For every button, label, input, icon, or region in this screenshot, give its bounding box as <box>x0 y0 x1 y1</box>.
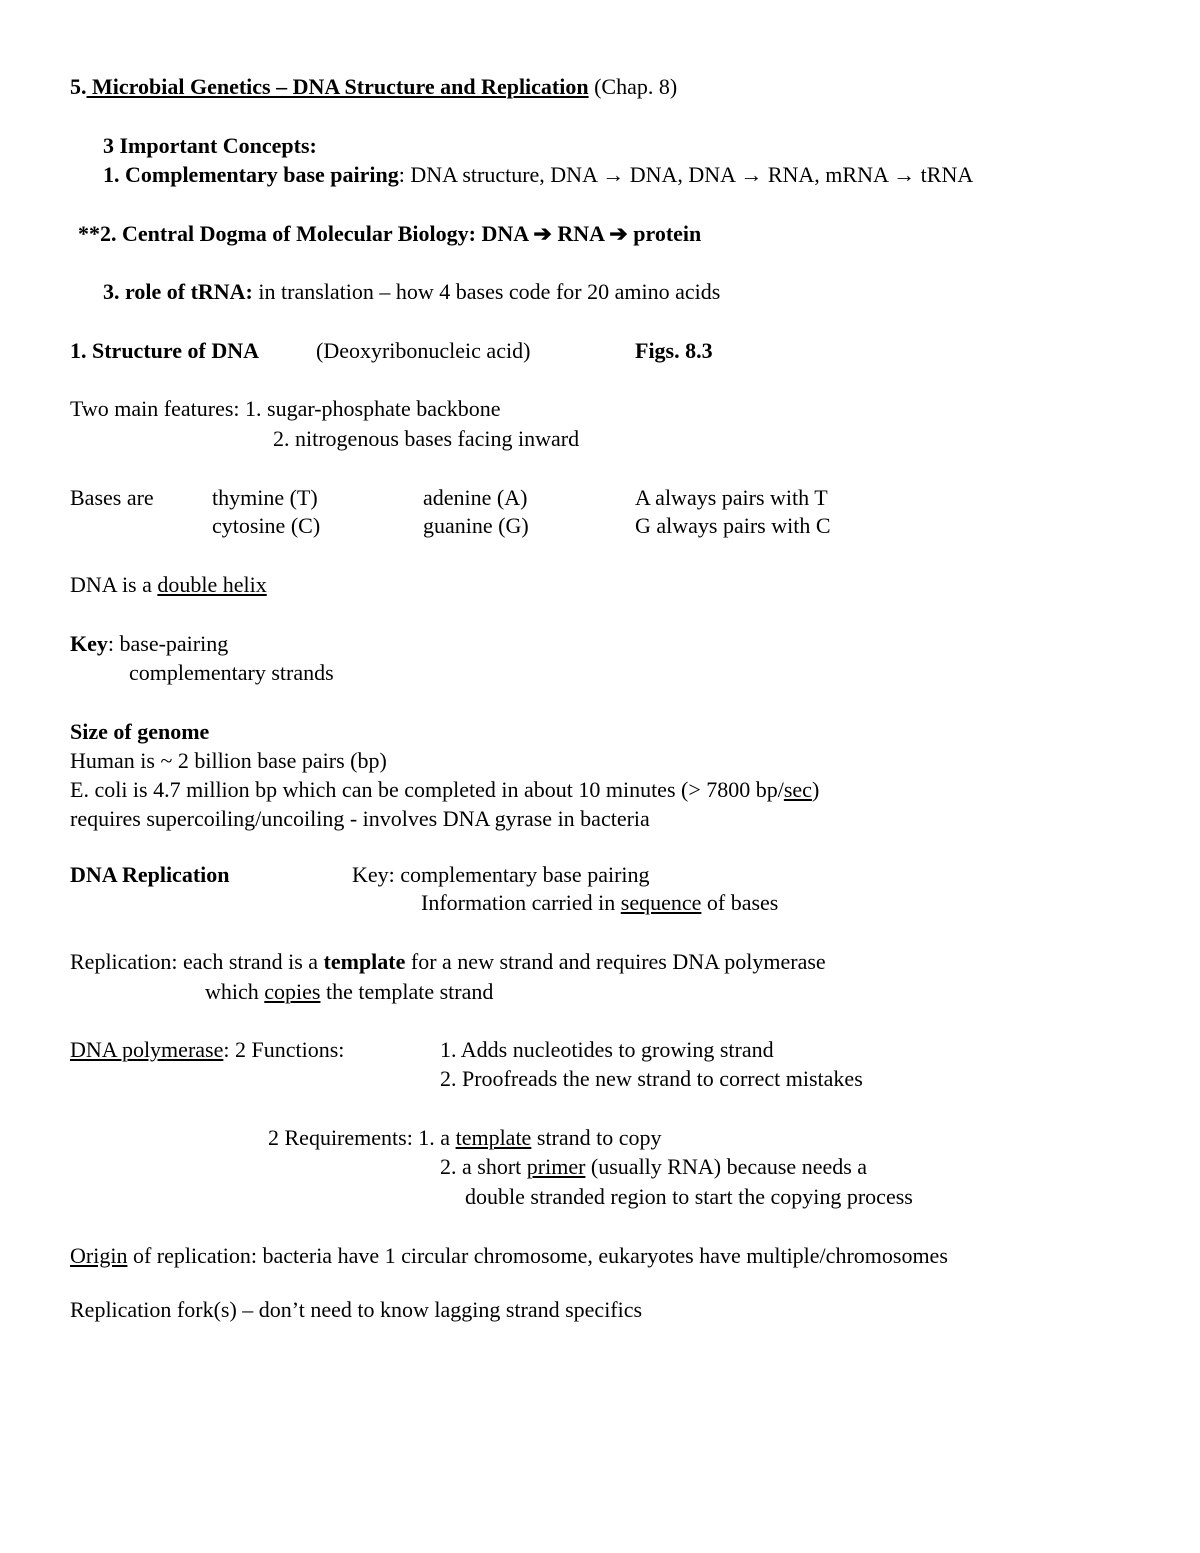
structure-heading: 1. Structure of DNA <box>70 338 260 363</box>
bases-label: Bases are <box>70 485 154 510</box>
concept-1-title: 1. Complementary base pairing <box>103 162 399 187</box>
base-guanine: guanine (G) <box>423 513 529 538</box>
document-title <box>70 74 677 100</box>
section-number: 5. <box>70 74 87 99</box>
req-post: strand to copy <box>531 1125 662 1150</box>
polymerase-functions-label: : 2 Functions: <box>223 1037 345 1062</box>
pair-g-c: G always pairs with C <box>635 513 831 538</box>
ecoli-sec: sec <box>783 777 812 802</box>
concepts-heading: 3 Important Concepts: <box>103 133 317 158</box>
concept-2: **2. Central Dogma of Molecular Biology: DNA ➔ RNA ➔ protein <box>78 221 702 246</box>
key-item-1: : base-pairing <box>107 631 229 656</box>
concept-3 <box>103 279 720 305</box>
polymerase-term: DNA polymerase <box>70 1037 224 1062</box>
replication-key: Key: complementary base pairing <box>352 862 650 887</box>
chapter-ref: (Chap. 8) <box>588 74 678 99</box>
base-thymine: thymine (T) <box>212 485 318 510</box>
ecoli-close: ) <box>811 777 820 802</box>
origin-text: of replication: bacteria have 1 circular chromosome, eukaryotes have multiple/chromosomes <box>127 1243 948 1268</box>
rep-pre: Replication: each strand is a <box>70 949 324 974</box>
concept-3-detail: in translation – how 4 bases code for 20 amino acids <box>252 279 721 304</box>
helix-prefix: DNA is a <box>70 572 158 597</box>
req2-pre: 2. a short <box>440 1154 527 1179</box>
genome-human: Human is ~ 2 billion base pairs (bp) <box>70 748 387 773</box>
replication-heading: DNA Replication <box>70 862 230 887</box>
polymerase-requirement-1 <box>268 1125 661 1151</box>
which-post: the template strand <box>320 979 494 1004</box>
features-line-2: 2. nitrogenous bases facing inward <box>273 426 580 451</box>
replication-fork-line: Replication fork(s) – don’t need to know lagging strand specifics <box>70 1297 643 1322</box>
concept-1-detail: : DNA structure, DNA → DNA, DNA → RNA, mRNA → tRNA <box>398 162 974 187</box>
polymerase-requirement-2-cont: double stranded region to start the copying process <box>465 1184 913 1209</box>
info-sequence: sequence <box>620 890 702 915</box>
req-label: 2 Requirements: 1. a <box>268 1125 456 1150</box>
info-post: of bases <box>701 890 779 915</box>
polymerase-label <box>70 1037 344 1063</box>
ecoli-text: E. coli is 4.7 million bp which can be completed in about 10 minutes (> 7800 bp/ <box>70 777 784 802</box>
req2-post: (usually RNA) because needs a <box>585 1154 868 1179</box>
polymerase-function-2: 2. Proofreads the new strand to correct mistakes <box>440 1066 863 1091</box>
title-text: Microbial Genetics – DNA Structure and Replication <box>86 74 589 99</box>
polymerase-function-1: 1. Adds nucleotides to growing strand <box>440 1037 774 1062</box>
concept-1 <box>103 162 973 188</box>
base-adenine: adenine (A) <box>423 485 528 510</box>
origin-line <box>70 1243 948 1269</box>
features-line-1: Two main features: 1. sugar-phosphate backbone <box>70 396 501 421</box>
replication-info <box>421 890 778 916</box>
genome-ecoli <box>70 777 819 803</box>
structure-subtitle: (Deoxyribonucleic acid) <box>316 338 531 363</box>
rep-post: for a new strand and requires DNA polymerase <box>405 949 826 974</box>
key-line-1 <box>70 631 228 657</box>
double-helix-term: double helix <box>157 572 267 597</box>
key-item-2: complementary strands <box>129 660 334 685</box>
genome-heading: Size of genome <box>70 719 210 744</box>
double-helix-line <box>70 572 267 598</box>
pair-a-t: A always pairs with T <box>635 485 828 510</box>
key-label: Key <box>70 631 108 656</box>
base-cytosine: cytosine (C) <box>212 513 321 538</box>
which-copies: copies <box>264 979 321 1004</box>
which-pre: which <box>205 979 265 1004</box>
polymerase-requirement-2 <box>440 1154 867 1180</box>
req2-primer: primer <box>526 1154 586 1179</box>
replication-definition-cont <box>205 979 493 1005</box>
info-pre: Information carried in <box>421 890 621 915</box>
rep-template: template <box>323 949 406 974</box>
genome-supercoil: requires supercoiling/uncoiling - involves DNA gyrase in bacteria <box>70 806 650 831</box>
concept-3-title: 3. role of tRNA: <box>103 279 253 304</box>
figure-ref: Figs. 8.3 <box>635 338 713 363</box>
req-template: template <box>455 1125 532 1150</box>
replication-definition <box>70 949 826 975</box>
origin-term: Origin <box>70 1243 128 1268</box>
